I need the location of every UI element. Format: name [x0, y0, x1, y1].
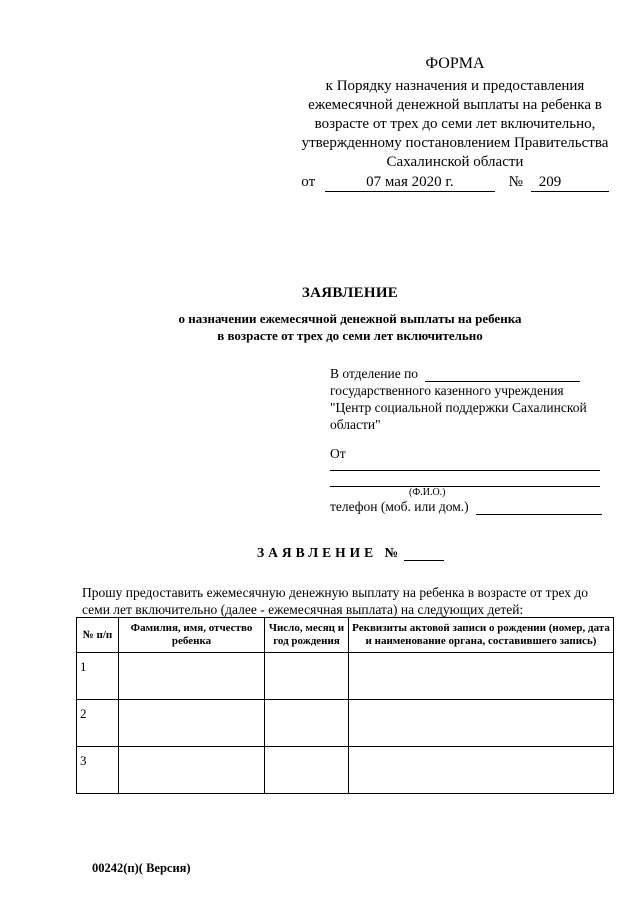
child-name-cell[interactable] [119, 700, 265, 747]
row-number: 1 [77, 653, 119, 700]
birth-date-cell[interactable] [265, 700, 349, 747]
version-label: 00242(п)( Версия) [92, 861, 191, 875]
address-line-3: "Центр социальной поддержки Сахалинской [330, 400, 587, 416]
birth-date-cell[interactable] [265, 653, 349, 700]
birth-date-cell[interactable] [265, 747, 349, 794]
phone-field[interactable] [476, 500, 602, 515]
address-line-4: области" [330, 417, 381, 433]
header-number: № п/п [77, 618, 119, 653]
address-block [330, 365, 620, 462]
birth-record-cell[interactable] [349, 700, 614, 747]
fio-line-1[interactable] [330, 470, 600, 471]
children-table [76, 617, 614, 794]
header-birth-date: Число, месяц и год рождения [265, 618, 349, 653]
address-line-2: государственного казенного учреждения [330, 383, 564, 399]
header-line-1: к Порядку назначения и предоставления [325, 78, 585, 94]
application-subtitle-line-2: в возрасте от трех до семи лет включительно [217, 328, 483, 343]
dept-label: В отделение по [330, 366, 419, 381]
fio-line-2[interactable] [330, 486, 600, 487]
fio-caption: (Ф.И.О.) [409, 487, 446, 498]
child-name-cell[interactable] [119, 747, 265, 794]
dept-line [330, 365, 620, 382]
application-subtitle-line-1: о назначении ежемесячной денежной выплаты на ребенка [178, 311, 522, 326]
from-label: от [301, 174, 316, 190]
header-date-line [282, 173, 628, 192]
date-field: 07 мая 2020 г. [325, 175, 495, 192]
form-header [282, 54, 628, 192]
application-heading [120, 285, 580, 344]
dept-field[interactable] [425, 367, 580, 382]
phone-line [330, 499, 602, 515]
header-birth-record: Реквизиты актовой записи о рождении (номер, дата и наименование органа, составившего запись) [349, 618, 614, 653]
number-label: № [508, 174, 523, 190]
statement-number-field[interactable] [404, 546, 444, 561]
table-row [77, 653, 614, 700]
header-child-name: Фамилия, имя, отчество ребенка [119, 618, 265, 653]
table-row [77, 700, 614, 747]
header-line-4: утвержденному постановлением Правительства [301, 135, 609, 151]
statement-number-line [257, 545, 444, 561]
row-number: 2 [77, 700, 119, 747]
table-row [77, 747, 614, 794]
table-header-row [77, 618, 614, 653]
birth-record-cell[interactable] [349, 653, 614, 700]
form-title: ФОРМА [425, 55, 485, 72]
birth-record-cell[interactable] [349, 747, 614, 794]
row-number: 3 [77, 747, 119, 794]
request-text: Прошу предоставить ежемесячную денежную выплату на ребенка в возрасте от трех до семи лет включительно (далее - ежемесячная выплата) на следующих детей: [82, 585, 589, 617]
number-field: 209 [531, 175, 609, 192]
statement-title: ЗАЯВЛЕНИЕ № [257, 545, 403, 560]
header-line-3: возрасте от трех до семи лет включительно, [314, 116, 596, 132]
application-title: ЗАЯВЛЕНИЕ [301, 285, 399, 301]
phone-label: телефон (моб. или дом.) [330, 499, 469, 514]
child-name-cell[interactable] [119, 653, 265, 700]
header-line-2: ежемесячной денежной выплаты на ребенка в [308, 97, 602, 113]
header-line-5: Сахалинской области [386, 154, 524, 170]
application-subtitle [120, 310, 580, 344]
from-person-label: От [330, 446, 346, 462]
